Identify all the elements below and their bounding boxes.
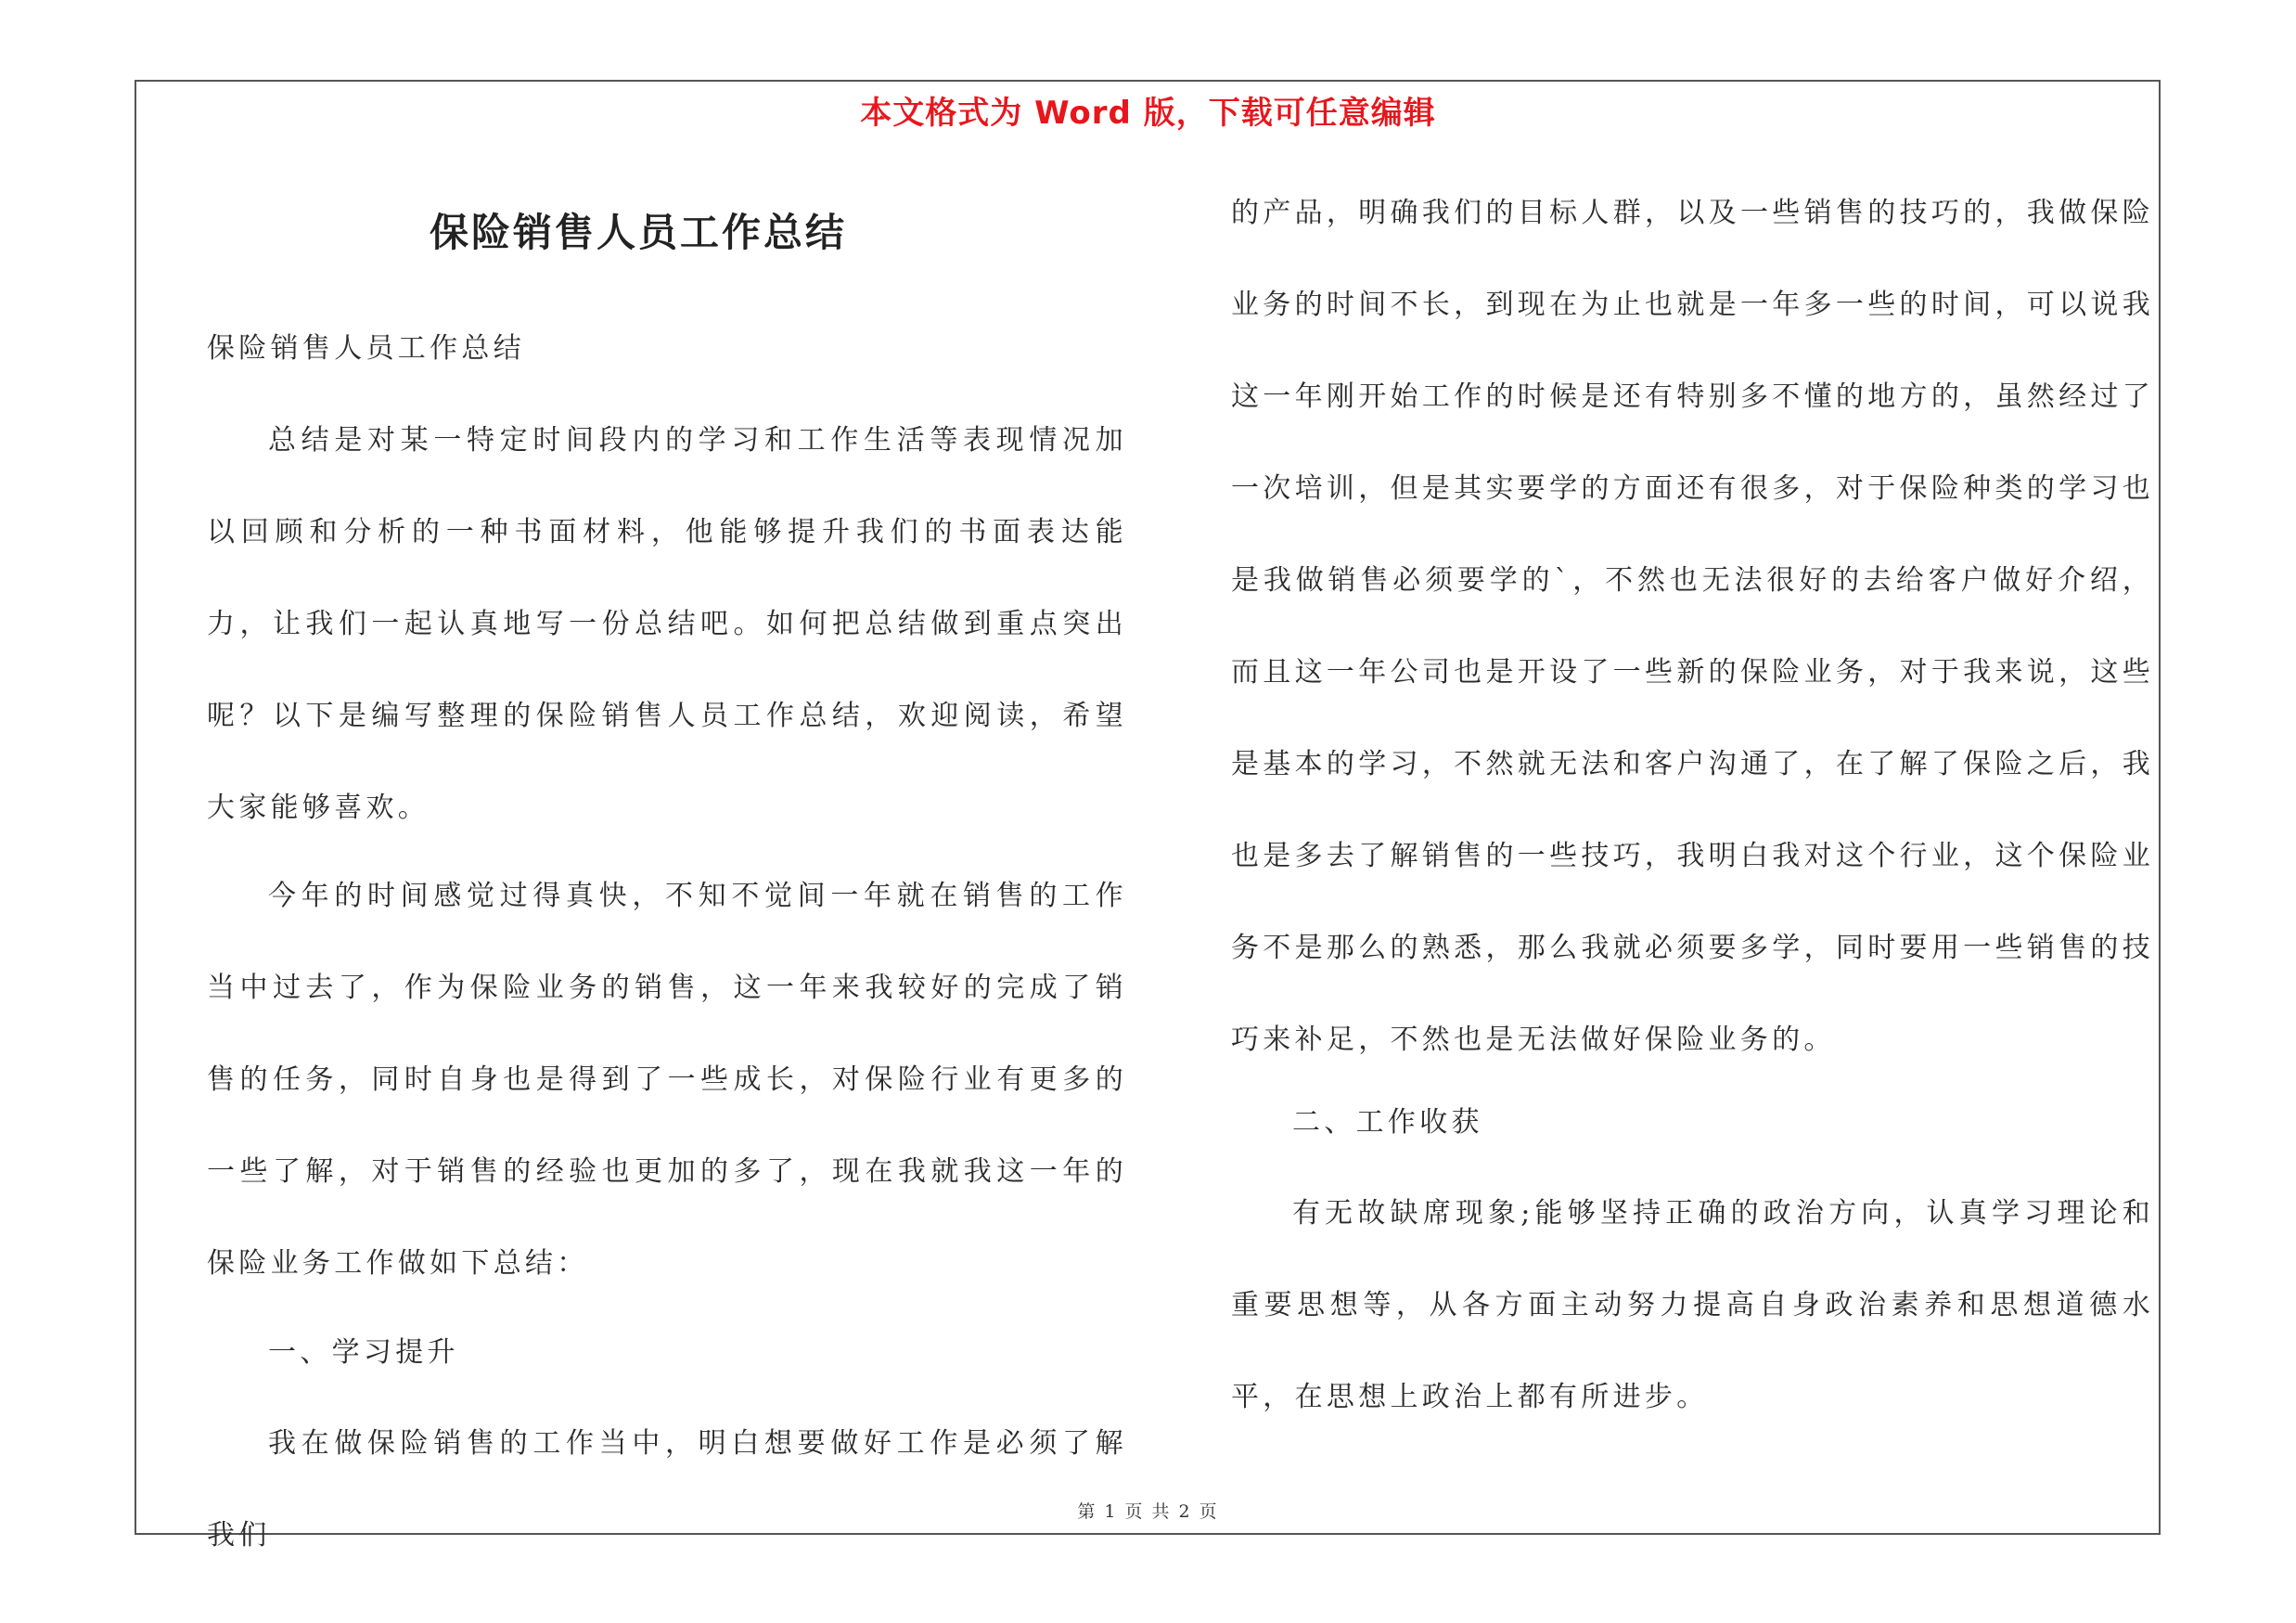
section-heading-study: 一、学习提升 xyxy=(268,1336,459,1369)
study-paragraph-start: 我在做保险销售的工作当中，明白想要做好工作是必须了解我们 xyxy=(207,1427,1127,1552)
gains-paragraph: 有无故缺席现象;能够坚持正确的政治方向，认真学习理论和重要思想等，从各方面主动努力提高自身政治素养和思想道德水平，在思想上政治上都有所进步。 xyxy=(1231,1197,2154,1413)
editable-notice-banner: 本文格式为 Word 版，下载可任意编辑 xyxy=(860,95,1436,132)
page-number-footer: 第 1 页 共 2 页 xyxy=(1077,1501,1219,1522)
summary-paragraph: 今年的时间感觉过得真快，不知不觉间一年就在销售的工作当中过去了，作为保险业务的销售，这一年来我较好的完成了销售的任务，同时自身也是得到了一些成长，对保险行业有更多的一些了解，对于销售的经验也更加的多了，现在我就我这一年的保险业务工作做如下总结： xyxy=(207,880,1127,1280)
document-title: 保险销售人员工作总结 xyxy=(429,210,847,255)
section-heading-gains: 二、工作收获 xyxy=(1292,1106,1483,1139)
study-paragraph-continued: 的产品，明确我们的目标人群，以及一些销售的技巧的，我做保险业务的时间不长，到现在为止也就是一年多一些的时间，可以说我这一年刚开始工作的时候是还有特别多不懂的地方的，虽然经过了一次培训，但是其实要学的方面还有很多，对于保险种类的学习也是我做销售必须要学的`，不然也无法很好的去给客户做好介绍，而且这一年公司也是开设了一些新的保险业务，对于我来说，这些是基本的学习，不然就无法和客户沟通了，在了解了保险之后，我也是多去了解销售的一些技巧，我明白我对这个行业，这个保险业务不是那么的熟悉，那么我就必须要多学，同时要用一些销售的技巧来补足，不然也是无法做好保险业务的。 xyxy=(1231,197,2154,1056)
subtitle: 保险销售人员工作总结 xyxy=(207,332,525,365)
intro-paragraph: 总结是对某一特定时间段内的学习和工作生活等表现情况加以回顾和分析的一种书面材料，他能够提升我们的书面表达能力，让我们一起认真地写一份总结吧。如何把总结做到重点突出呢？以下是编写整理的保险销售人员工作总结，欢迎阅读，希望大家能够喜欢。 xyxy=(207,424,1127,824)
